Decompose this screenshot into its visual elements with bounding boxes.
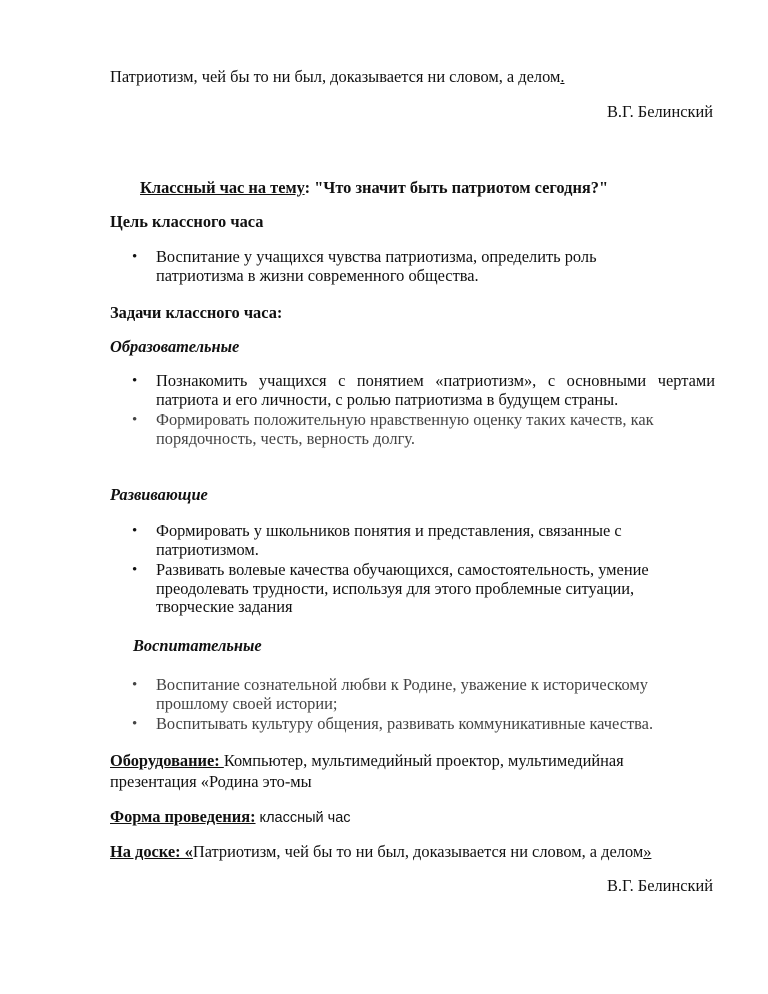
- developing-heading: Развивающие: [110, 485, 208, 504]
- epigraph-quote: [110, 67, 564, 87]
- tasks-heading: Задачи классного часа:: [110, 303, 283, 322]
- developing-list: [110, 522, 690, 619]
- board-quote: Патриотизм, чей бы то ни был, доказывается ни словом, а делом: [192, 842, 644, 861]
- title-text: : "Что значит быть патриотом сегодня?": [304, 178, 609, 197]
- list-item: • Формировать у школьников понятия и представления, связанные с патриотизмом.: [110, 522, 690, 559]
- list-item: • Познакомить учащихся с понятием «патриотизм», с основными чертами патриота и его личности, с ролью патриотизма в будущем страны.: [110, 372, 715, 409]
- equipment-line: [110, 750, 710, 792]
- list-item: • Развивать волевые качества обучающихся, самостоятельность, умение преодолевать трудности, используя для этого проблемные ситуации, творческие задания: [110, 561, 690, 617]
- board-author: В.Г. Белинский: [606, 876, 713, 895]
- educational-heading: Образовательные: [110, 337, 240, 356]
- epigraph-quote-end: .: [560, 67, 565, 86]
- equipment-text: Компьютер, мультимедийный проектор, мультимедийная презентация «Родина это-мы: [110, 751, 624, 791]
- board-label: На доске: «: [110, 842, 193, 861]
- upbringing-list: [110, 676, 710, 736]
- goal-heading: Цель классного часа: [110, 212, 264, 231]
- list-item: • Формировать положительную нравственную оценку таких качеств, как порядочность, честь, верность долгу.: [110, 411, 715, 448]
- board-quote-end: »: [643, 842, 652, 861]
- equipment-label: Оборудование:: [110, 751, 224, 770]
- epigraph-quote-text: Патриотизм, чей бы то ни был, доказывается ни словом, а делом: [110, 67, 561, 86]
- list-item: • Воспитание у учащихся чувства патриотизма, определить роль патриотизма в жизни современного общества.: [110, 248, 670, 285]
- form-text: классный час: [255, 810, 351, 826]
- upbringing-heading: Воспитательные: [133, 636, 262, 655]
- educational-list: [110, 372, 715, 450]
- list-item: • Воспитывать культуру общения, развивать коммуникативные качества.: [110, 715, 710, 734]
- epigraph-author: В.Г. Белинский: [606, 102, 713, 121]
- title-prefix: Классный час на тему: [140, 178, 305, 197]
- board-line: [110, 842, 651, 862]
- goal-list: [110, 248, 670, 287]
- list-item: • Воспитание сознательной любви к Родине, уважение к историческому прошлому своей истории;: [110, 676, 710, 713]
- form-line: [110, 807, 351, 827]
- form-label: Форма проведения:: [110, 807, 256, 826]
- document-title: [140, 178, 608, 198]
